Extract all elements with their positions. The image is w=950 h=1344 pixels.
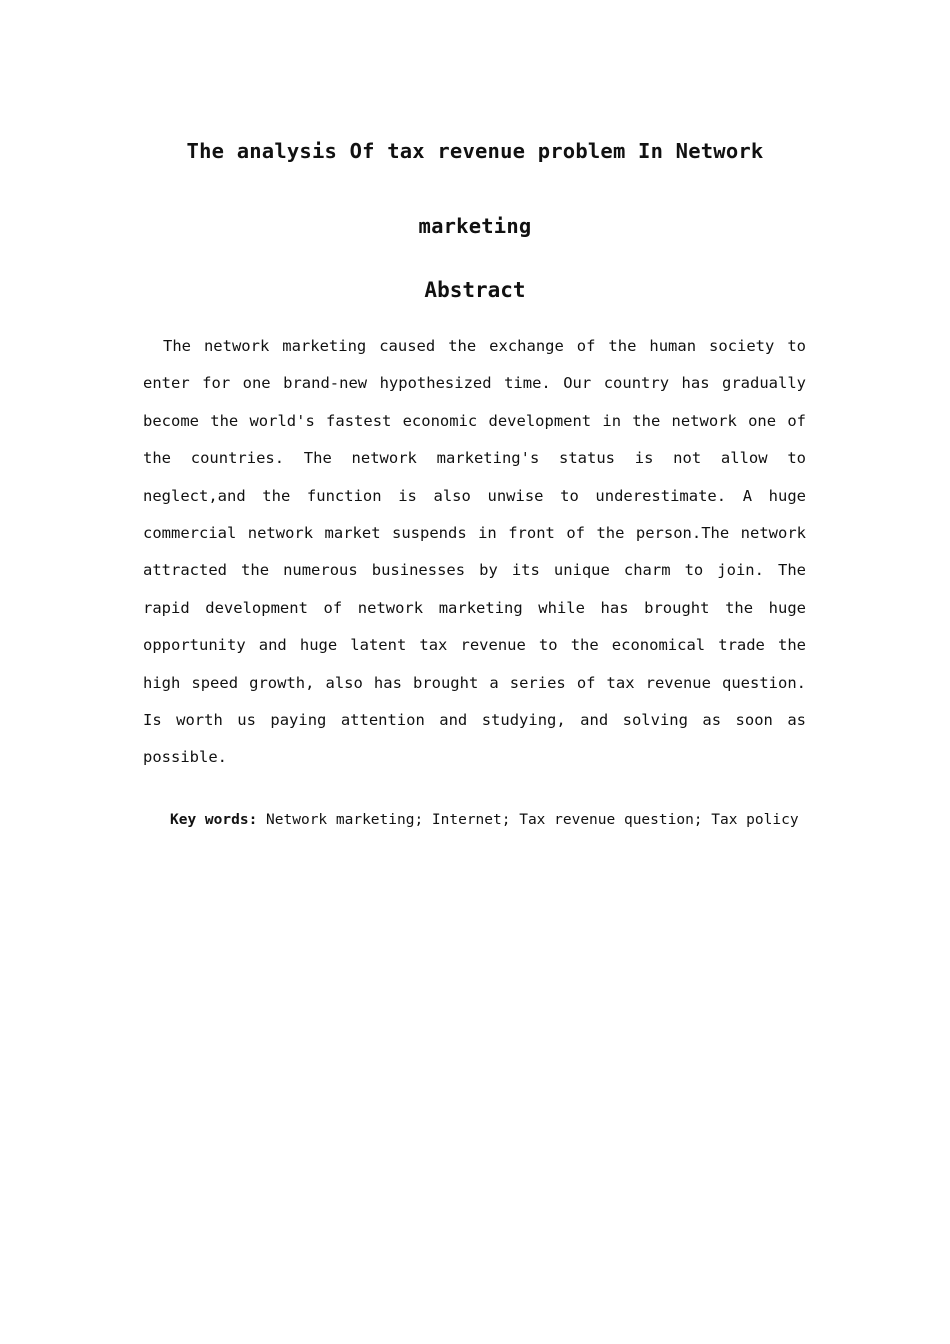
abstract-line: Is worth us paying attention and studying, and solving as soon as — [143, 710, 806, 729]
abstract-line: rapid development of network marketing while has brought the huge — [143, 598, 806, 617]
keywords-label: Key words: — [170, 812, 258, 828]
abstract-line: commercial network market suspends in front of the person.The network — [143, 523, 806, 542]
abstract-line: possible. — [143, 748, 227, 767]
paper-title-line-1: The analysis Of tax revenue problem In Network — [186, 139, 764, 163]
abstract-line: high speed growth, also has brought a series of tax revenue question. — [143, 673, 806, 692]
abstract-line: neglect,and the function is also unwise to underestimate. A huge — [143, 486, 806, 505]
abstract-line: become the world's fastest economic development in the network one of — [143, 411, 806, 430]
abstract-line: The network marketing caused the exchange of the human society to — [163, 337, 806, 355]
abstract-line: attracted the numerous businesses by its unique charm to join. The — [143, 561, 806, 580]
keywords-line — [170, 812, 799, 828]
abstract-line: opportunity and huge latent tax revenue to the economical trade the — [143, 636, 806, 655]
paper-title-line-2: marketing — [418, 214, 532, 238]
abstract-line: the countries. The network marketing's status is not allow to — [143, 449, 806, 468]
abstract-body — [143, 328, 806, 777]
abstract-heading: Abstract — [424, 278, 526, 302]
keywords-text: Network marketing; Internet; Tax revenue question; Tax policy — [266, 812, 799, 828]
abstract-line: enter for one brand-new hypothesized time. Our country has gradually — [143, 374, 806, 393]
